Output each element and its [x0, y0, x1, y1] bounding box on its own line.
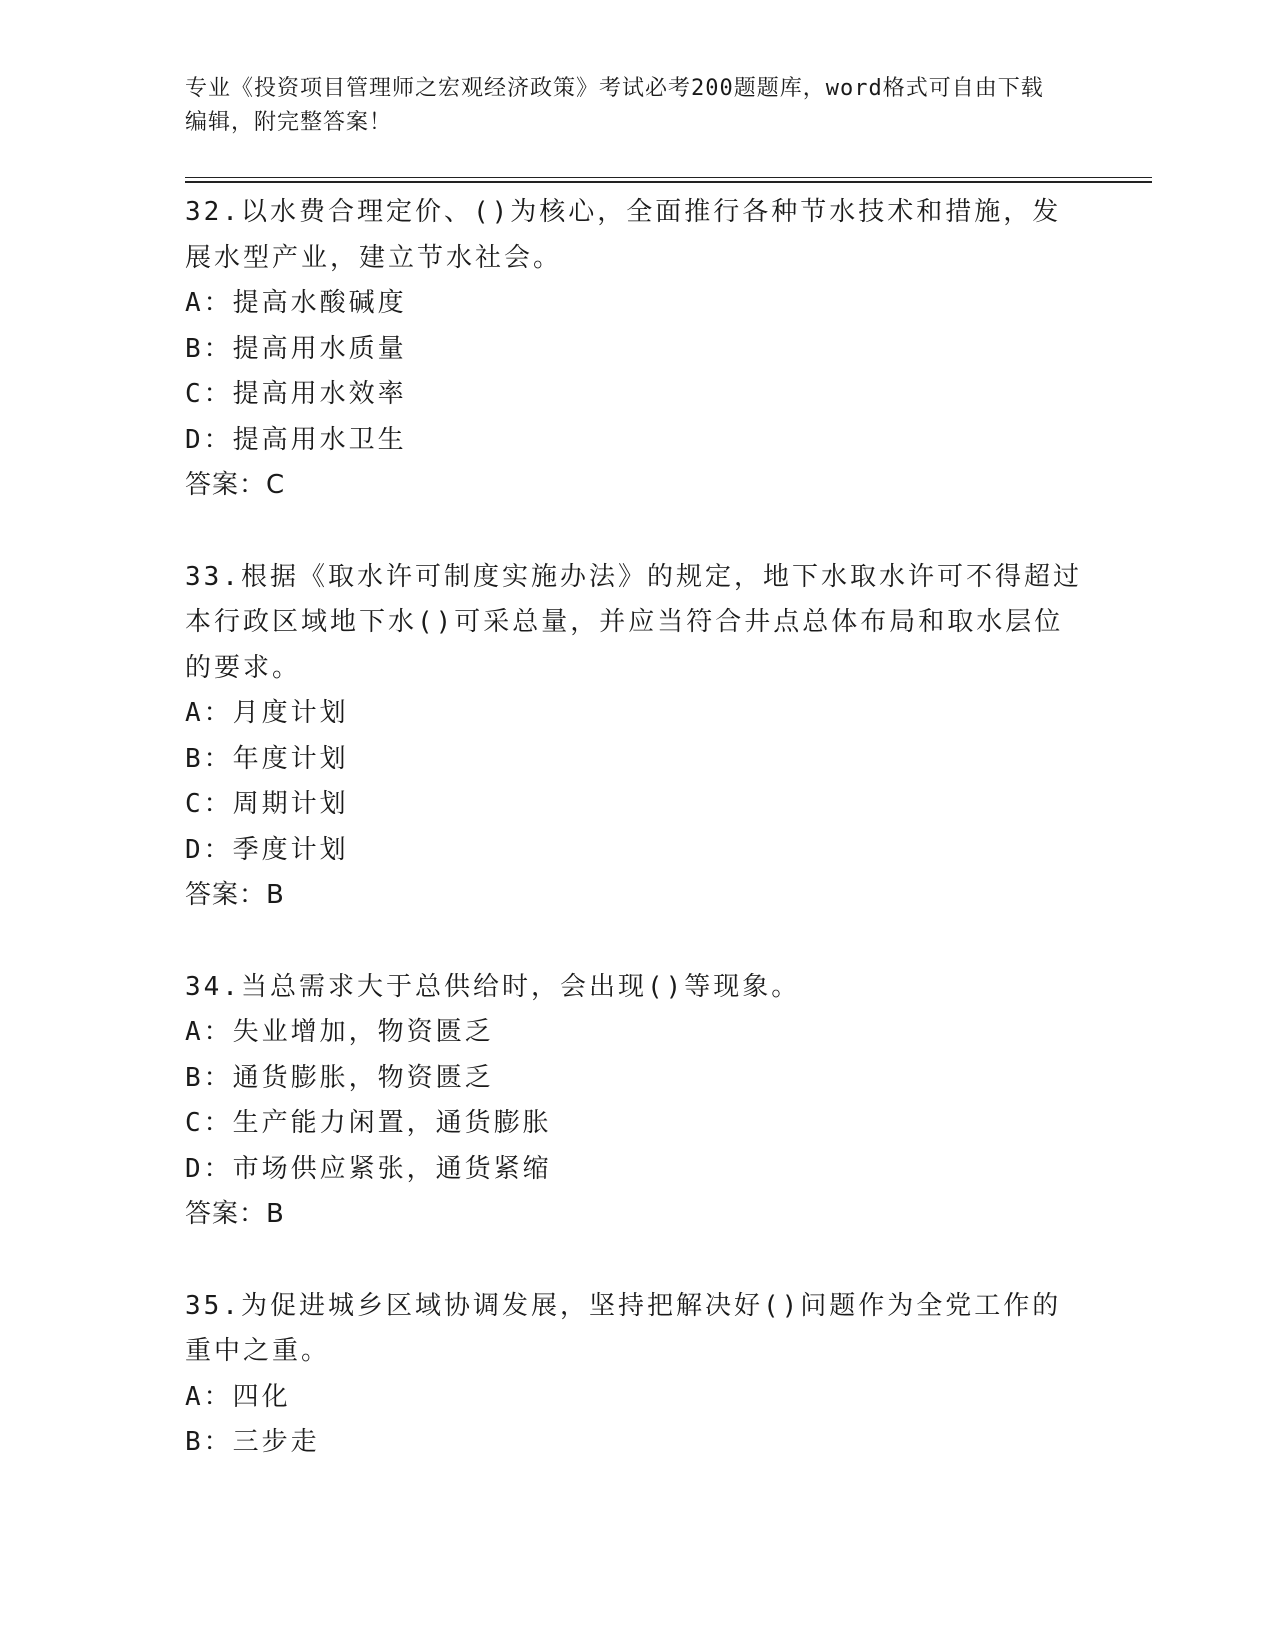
question-list [185, 190, 1085, 1512]
option-d: D：提高用水卫生 [185, 424, 407, 455]
question-34 [185, 965, 1085, 1238]
question-stem: 34.当总需求大于总供给时，会出现()等现象。 [185, 971, 801, 1002]
option-b: B：三步走 [185, 1427, 320, 1457]
header-divider-bottom [185, 181, 1152, 183]
option-c: C：生产能力闲置，通货膨胀 [185, 1108, 552, 1138]
question-stem: 33.根据《取水许可制度实施办法》的规定，地下水取水许可不得超过本行政区域地下水()可采总量，并应当符合井点总体布局和取水层位的要求。 [185, 561, 1082, 683]
option-d: D：市场供应紧张，通货紧缩 [185, 1153, 552, 1184]
document-header: 专业《投资项目管理师之宏观经济政策》考试必考200题题库，word格式可自由下载编辑，附完整答案！ [185, 76, 1044, 135]
question-stem: 35.为促进城乡区域协调发展，坚持把解决好()问题作为全党工作的重中之重。 [185, 1290, 1062, 1366]
answer-line: 答案：B [185, 880, 285, 910]
option-a: A：提高水酸碱度 [185, 288, 407, 318]
question-stem: 32.以水费合理定价、()为核心，全面推行各种节水技术和措施，发展水型产业，建立节水社会。 [185, 197, 1062, 273]
option-a: A：失业增加，物资匮乏 [185, 1017, 494, 1047]
question-32 [185, 190, 1085, 509]
option-c: C：周期计划 [185, 789, 349, 819]
question-35 [185, 1284, 1085, 1466]
option-a: A：四化 [185, 1381, 291, 1412]
option-d: D：季度计划 [185, 834, 349, 865]
answer-line: 答案：B [185, 1199, 285, 1229]
option-b: B：提高用水质量 [185, 333, 407, 364]
option-b: B：年度计划 [185, 743, 349, 774]
question-33 [185, 555, 1085, 919]
option-c: C：提高用水效率 [185, 379, 407, 409]
header-divider-top [185, 177, 1152, 178]
option-b: B：通货膨胀，物资匮乏 [185, 1062, 494, 1093]
option-a: A：月度计划 [185, 698, 349, 728]
answer-line: 答案：C [185, 470, 286, 500]
